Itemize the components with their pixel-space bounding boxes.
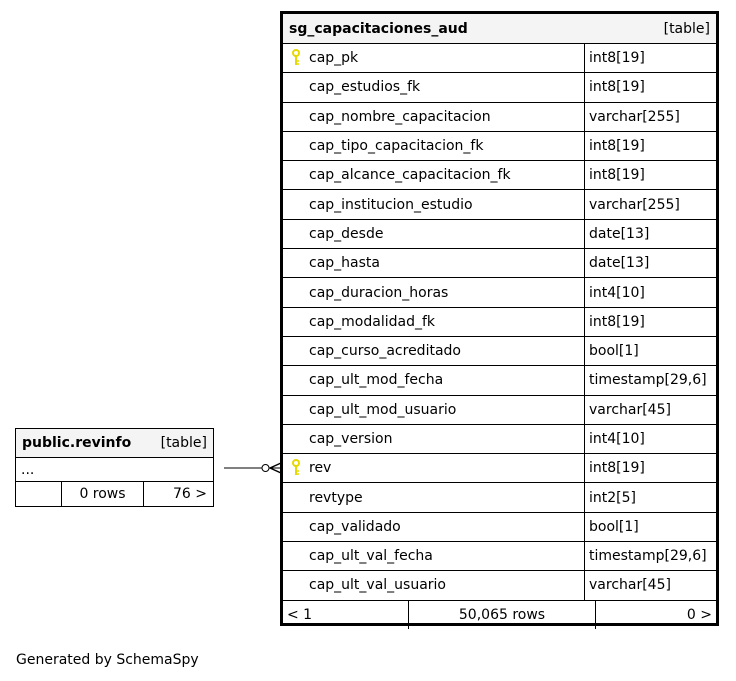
column-type: int8[19]	[589, 460, 645, 477]
parents-link[interactable]: < 1	[283, 601, 409, 629]
column-name[interactable]: cap_nombre_capacitacion	[283, 103, 585, 131]
crowfoot-icon	[270, 468, 281, 473]
column-type: varchar[255]	[589, 108, 680, 125]
table-kind: [table]	[663, 20, 710, 37]
column-name[interactable]: cap_pk	[283, 44, 585, 72]
column-name[interactable]: rev	[283, 454, 585, 482]
column-name[interactable]: cap_modalidad_fk	[283, 308, 585, 336]
column-name[interactable]: cap_version	[283, 425, 585, 453]
generated-by-credit: Generated by SchemaSpy	[16, 652, 199, 668]
column-type: int8[19]	[589, 167, 645, 184]
table-title[interactable]: public.revinfo	[22, 435, 132, 451]
column-type: int8[19]	[589, 50, 645, 67]
column-type: varchar[255]	[589, 196, 680, 213]
column-name[interactable]: cap_institucion_estudio	[283, 190, 585, 218]
column-name[interactable]: cap_desde	[283, 220, 585, 248]
columns-placeholder: ...	[16, 458, 213, 482]
column-name[interactable]: revtype	[283, 483, 585, 511]
children-link[interactable]: 76 >	[173, 486, 207, 502]
table-kind: [table]	[160, 435, 207, 451]
column-type: date[13]	[589, 255, 650, 272]
column-type: date[13]	[589, 225, 650, 242]
column-name[interactable]: cap_duracion_horas	[283, 278, 585, 306]
column-type: int4[10]	[589, 284, 645, 301]
column-type: int8[19]	[589, 313, 645, 330]
column-name[interactable]: cap_hasta	[283, 249, 585, 277]
column-type: int2[5]	[589, 489, 636, 506]
column-type: bool[1]	[589, 518, 639, 535]
table-title[interactable]: sg_capacitaciones_aud	[289, 20, 468, 37]
column-name[interactable]: cap_estudios_fk	[283, 73, 585, 101]
column-type: int8[19]	[589, 138, 645, 155]
row-count: 0 rows	[62, 482, 144, 506]
column-name[interactable]: cap_ult_val_fecha	[283, 542, 585, 570]
row-count: 50,065 rows	[409, 601, 596, 629]
column-type: varchar[45]	[589, 401, 671, 418]
crowfoot-icon	[270, 463, 281, 468]
column-name[interactable]: cap_alcance_capacitacion_fk	[283, 161, 585, 189]
column-type: varchar[45]	[589, 577, 671, 594]
column-type: int4[10]	[589, 431, 645, 447]
column-name[interactable]: cap_ult_mod_usuario	[283, 396, 585, 424]
column-type: bool[1]	[589, 343, 639, 360]
column-type: int8[19]	[589, 79, 645, 96]
column-type: timestamp[29,6]	[589, 548, 707, 565]
optional-circle-icon	[262, 465, 269, 472]
column-type: timestamp[29,6]	[589, 372, 707, 389]
column-name[interactable]: cap_curso_acreditado	[283, 337, 585, 365]
column-name[interactable]: cap_tipo_capacitacion_fk	[283, 132, 585, 160]
column-name[interactable]: cap_ult_mod_fecha	[283, 366, 585, 394]
children-link[interactable]: 0 >	[686, 606, 712, 623]
column-name[interactable]: cap_ult_val_usuario	[283, 571, 585, 599]
column-name[interactable]: cap_validado	[283, 513, 585, 541]
